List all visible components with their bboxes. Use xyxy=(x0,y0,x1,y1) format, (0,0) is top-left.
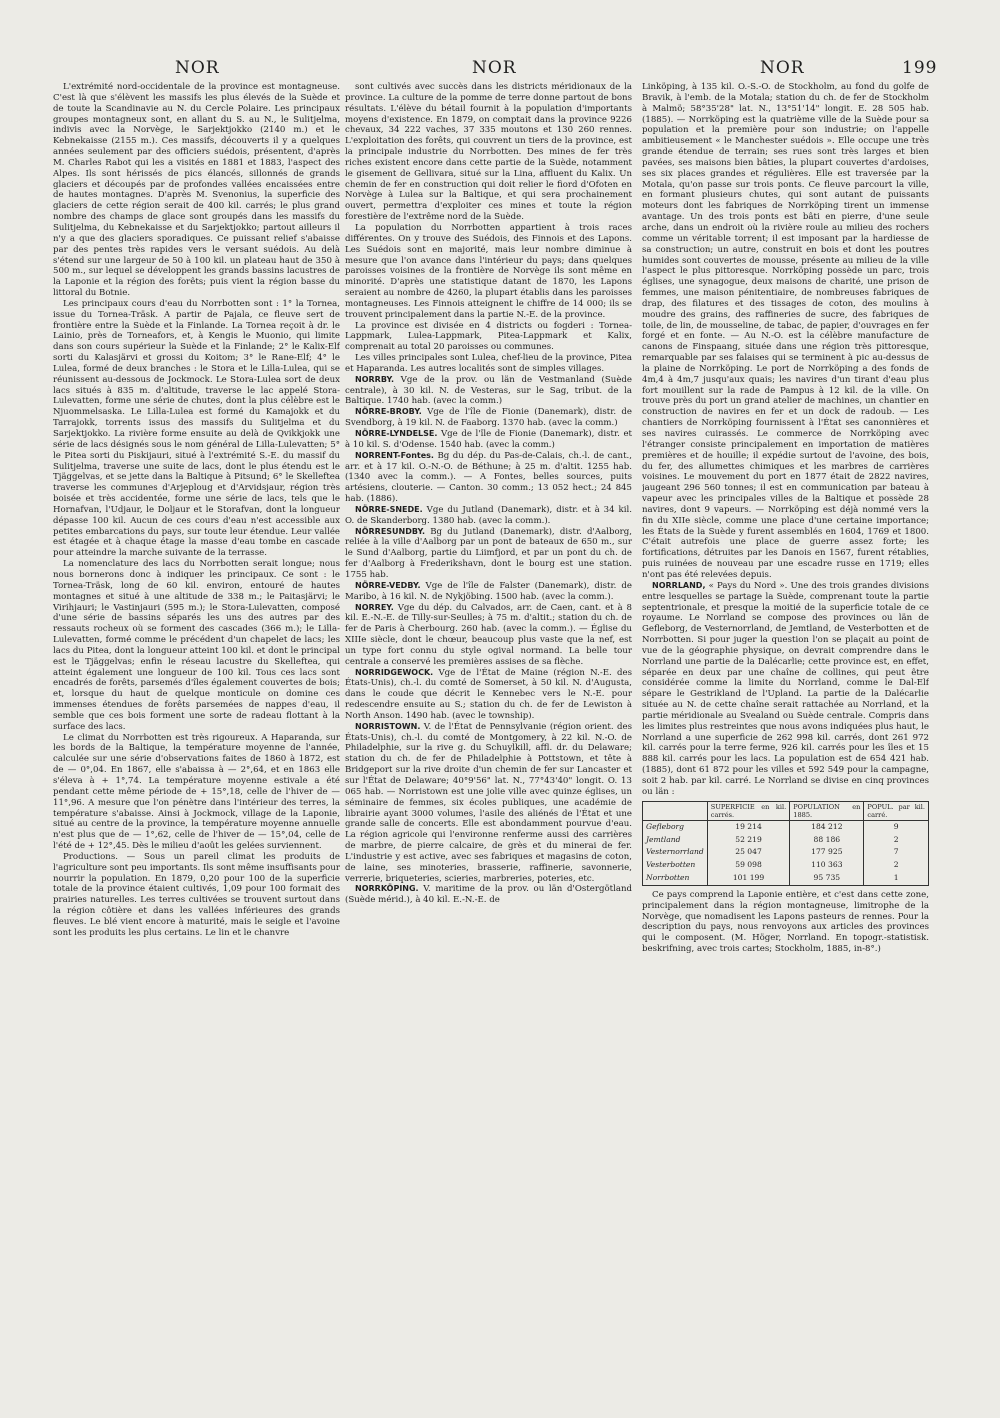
entry-headword: NÖRRE-BROBY. xyxy=(355,407,422,417)
table-cell: 95 735 xyxy=(790,872,864,885)
entry xyxy=(345,603,632,668)
table-cell: 110 363 xyxy=(790,859,864,872)
entry-headword: NORRBY. xyxy=(355,374,394,384)
table-cell: 52 219 xyxy=(707,834,789,847)
table-cell: 59 098 xyxy=(707,859,789,872)
entry xyxy=(345,884,632,906)
paragraph: L'extrémité nord-occidentale de la province est montagneuse. C'est là que s'élèvent les massifs les plus élevés de la Suède et de toute la Scandinavie au N. du Cercle Polaire. Les principaux groupes montagneux sont, en allant du S. au N., le Sulitjelma, indivis avec la Norvège, le Sarjektjokko (2140 m.) et le Kebnekaisse (2155 m.). Ces massifs, découverts il y a quelques années seulement par des officiers suédois, présentent, d'après M. Charles Rabot qui les a visités en 1881 et 1883, l'aspect des Alpes. Ils sont hérissés de pics élancés, sillonnés de grands glaciers et découpés par de profondes vallées encaissées entre de hautes montagnes. D'après M. Svenonius, la superficie des glaciers de cette région serait de 400 kil. carrés; le plus grand nombre des champs de glace sont groupés dans les massifs du Sulitjelma, du Kebnekaisse et du Sarjektjokko; partout ailleurs il n'y a que des glaciers sporadiques. Ce puissant relief s'abaisse par des pentes très rapides vers le versant suédois. Au delà s'étend sur une largeur de 50 à 100 kil. un plateau haut de 350 à 500 m., sur lequel se développent les grands bassins lacustres de la Laponie et la région des forêts; puis vient la région basse du littoral du Botnie. xyxy=(53,82,340,299)
table-row xyxy=(643,820,929,833)
table-cell: 2 xyxy=(864,859,929,872)
entry xyxy=(345,722,632,885)
entry-headword: NORRISTOWN. xyxy=(355,721,421,731)
table-cell: 184 212 xyxy=(790,820,864,833)
entry xyxy=(345,581,632,603)
entry xyxy=(345,375,632,408)
paragraph: Le climat du Norrbotten est très rigoureux. A Haparanda, sur les bords de la Baltique, la température moyenne de l'année, calculée sur une série d'observations faites de 1860 à 1872, est de — 0°,04. En 1867, elle s'abaissa à — 2°,64, et en 1863 elle s'éleva à + 1°,74. La température moyenne estivale a été pendant cette même période de + 15°,18, celle de l'hiver de — 11°,96. A mesure que l'on pénètre dans l'intérieur des terres, la température s'abaisse. Ainsi à Jockmock, village de la Laponie, situé au centre de la province, la température moyenne annuelle n'est plus que de — 1°,62, celle de l'hiver de — 15°,04, celle de l'été de + 12°,45. Dès le milieu d'août les gelées surviennent. xyxy=(53,732,340,852)
entry-text: Vge de l'État de Maine (région N.-E. des États-Unis), ch.-l. du comté de Somerset, à 50 kil. N. d'Augusta, dans le coude que décrit le Kennebec vers le N.-E. pour redescendre ensuite au S.; station du ch. de fer de Lewiston à North Anson. 1490 hab. (avec le township). xyxy=(345,667,632,721)
table-cell: 25 047 xyxy=(707,846,789,859)
entry-headword: NORRLAND, xyxy=(652,580,706,590)
table-row xyxy=(643,834,929,847)
entry xyxy=(345,429,632,451)
entry xyxy=(345,407,632,429)
entry xyxy=(345,505,632,527)
entry xyxy=(345,451,632,505)
table-cell: Vesterbotten xyxy=(643,859,708,872)
entry-headword: NORREY. xyxy=(355,602,394,612)
table-cell: 19 214 xyxy=(707,820,789,833)
paragraph: Productions. — Sous un pareil climat les produits de l'agriculture sont peu importants. Ils sont même insuffisants pour nourrir la population. En 1879, 0,20 pour 100 de la superficie totale de la province étaient cultivés, 1,09 pour 100 formait des prairies naturelles. Les terres cultivées se trouvent surtout dans la région côtière et dans les vallées inférieures des grands fleuves. Le blé vient encore à maturité, mais le seigle et l'avoine sont les produits les plus certains. Le lin et le chanvre xyxy=(53,851,340,938)
entry-text: Bg du Jutland (Danemark), distr. d'Aalborg, reliée à la ville d'Aalborg par un pont de bateaux de 650 m., sur le Sund d'Aalborg, partie du Liimfjord, et par un pont du ch. de fer d'Aalborg à Frederikshavn, dont le bourg est une station. 1755 hab. xyxy=(345,526,632,580)
entry-text: Vge de l'île de Falster (Danemark), distr. de Maribo, à 16 kil. N. de Nykjöbing. 1500 hab. (avec la comm.). xyxy=(345,580,632,602)
paragraph: Ce pays comprend la Laponie entière, et c'est dans cette zone, principalement dans la région montagneuse, limitrophe de la Norvège, que nomadisent les Lapons pasteurs de rennes. Pour la description du pays, nous renvoyons aux articles des provinces qui le composent. (M. Höger, Norrland. En topogr.-statistisk. beskrifning, avec trois cartes; Stockholm, 1885, in-8°.) xyxy=(642,889,929,955)
table-cell: Vesternorrland xyxy=(643,846,708,859)
provinces-table xyxy=(642,801,929,886)
table-header: POPULATION en 1885. xyxy=(790,801,864,820)
running-head-right: NOR xyxy=(760,58,805,78)
paragraph: Linköping, à 135 kil. O.-S.-O. de Stockholm, au fond du golfe de Bravik, à l'emb. de la Motala; station du ch. de fer de Stockholm à Malmö; 58°35'28" lat. N., 13°51'14" longit. E. 28 505 hab. (1885). — Norrköping est la quatrième ville de la Suède pour sa population et la première pour son industrie; on l'appelle ambitieusement « le Manchester suédois ». Elle occupe une très grande étendue de terrain; ses rues sont très larges et bien pavées, ses maisons bien bâties, la plupart couvertes d'ardoises, ses six places grandes et régulières. Elle est traversée par la Motala, qu'on passe sur trois ponts. Ce fleuve parcourt la ville, en formant plusieurs chutes, qui sont autant de puissants moteurs dont les fabriques de Norrköping tirent un immense avantage. Un des trois ponts est bâti en pierre, d'une seule arche, dans un endroit où la rivière roule au milieu des rochers comme un véritable torrent; il est imposant par la hardiesse de sa construction; un autre, construit en bois et dont les poutres humides sont couvertes de mousse, présente au milieu de la ville l'aspect le plus pittoresque. Norrköping possède un parc, trois églises, une synagogue, deux maisons de charité, une prison de femmes, une maison pénitentiaire, de nombreuses fabriques de drap, des filatures et des tissages de coton, des moulins à moudre des grains, des raffineries de sucre, des fabriques de toile, de lin, de mousseline, de tabac, de papier, d'ouvrages en fer forgé et en fonte. — Au N.-O. est la célèbre manufacture de canons de Finspaang, située dans une région très pittoresque, remarquable par ses falaises qui se terminent à pic au-dessus de la plaine de Norrköping. Le port de Norrköping a des fonds de 4m,4 à 4m,7 jusqu'aux quais; les navires d'un tirant d'eau plus fort mouillent sur la rade de Pampus à 12 kil. de la ville. On trouve près du port un grand atelier de machines, un chantier en construction de navires en fer et un dock de radoub. — Les chantiers de Norrköping fournissent à l'État ses canonnières et ses navires cuirassés. Le commerce de Norrköping avec l'étranger consiste principalement en importation de matières premières et de houille; il expédie surtout de l'avoine, des bois, du fer, des allumettes chimiques et les marbres de carrières voisines. Le mouvement du port en 1877 était de 2822 navires, jaugeant 296 560 tonnes; il est en communication par bateau à vapeur avec les principales villes de la Baltique et possède 28 navires, dont 9 vapeurs. — Norrköping est déjà nommé vers la fin du XIIe siècle, comme une place d'une certaine importance; les États de la Suède y furent assemblés en 1604, 1769 et 1800. C'était autrefois une place de guerre assez forte; les fortifications, détruites par les Danois en 1567, furent rétablies, puis ruinées de nouveau par une escadre russe en 1719; elles n'ont pas été relevées depuis. xyxy=(642,82,929,580)
entry xyxy=(345,527,632,581)
paragraph: La nomenclature des lacs du Norrbotten serait longue; nous nous bornerons donc à indiquer les principaux. Ce sont : le Tornea-Träsk, long de 60 kil. environ, entouré de hautes montagnes et situé à une altitude de 338 m.; le Paitasjärvi; le Virihjauri; le Vastinjauri (595 m.); le Stora-Lulevatten, composé d'une série de bassins séparés les uns des autres par des ressauts rocheux où se forment des cascades (366 m.); le Lilla-Lulevatten, formé comme le précédent d'un chapelet de lacs; les lacs du Pitea, dont la longueur atteint 100 kil. et dont le principal est le Tjäggelvas; enfin le réseau lacustre du Skelleftea, qui atteint également une longueur de 100 kil. Tous ces lacs sont encadrés de forêts, parsemés d'îles également couvertes de bois; et, lorsque du haut de quelque monticule on domine ces immenses étendues de forêts parsemées de nappes d'eau, il semble que ces bois forment une sorte de radeau flottant à la surface des lacs. xyxy=(53,559,340,732)
entry xyxy=(642,581,929,798)
column-right xyxy=(642,82,929,955)
table-cell: 9 xyxy=(864,820,929,833)
table-cell: Norrbotten xyxy=(643,872,708,885)
table-header-row xyxy=(643,801,929,820)
entry-headword: NÖRRE-SNEDE. xyxy=(355,504,423,514)
paragraph: La province est divisée en 4 districts ou fogderi : Tornea-Lappmark, Lulea-Lappmark, Pitea-Lappmark et Kalix, comprenait au total 20 paroisses ou communes. xyxy=(345,320,632,353)
entry-text: Vge de l'île de Fionie (Danemark), distr. de Svendborg, à 19 kil. N. de Faaborg. 1370 hab. (avec la comm.) xyxy=(345,407,632,429)
paragraph: La population du Norrbotten appartient à trois races différentes. On y trouve des Suédois, des Finnois et des Lapons. Les Suédois sont en majorité, mais leur nombre diminue à mesure que l'on avance dans l'intérieur du pays; dans quelques paroisses voisines de la frontière de Norvège ils sont même en minorité. D'après une statistique datant de 1870, les Lapons seraient au nombre de 4260, la plupart établis dans les paroisses montagneuses. Les Finnois atteignent le chiffre de 14 000; ils se trouvent principalement dans la partie N.-E. de la province. xyxy=(345,222,632,320)
table-cell: 2 xyxy=(864,834,929,847)
paragraph: sont cultivés avec succès dans les districts méridionaux de la province. La culture de la pomme de terre donne partout de bons résultats. L'élève du bétail fournit à la population d'importants moyens d'existence. En 1879, on comptait dans la province 9226 chevaux, 34 222 vaches, 37 335 moutons et 130 260 rennes. L'exploitation des forêts, qui couvrent un tiers de la province, est la principale industrie du Norrbotten. Des mines de fer très riches existent encore dans cette partie de la Suède, notamment le gisement de Gellivara, situé sur la Lina, affluent du Kalix. Un chemin de fer en construction qui doit relier le fiord d'Ofoten en Norvège à Lulea sur la Baltique, et qui sera prochainement ouvert, permettra d'exploiter ces mines et toute la région forestière de l'extrême nord de la Suède. xyxy=(345,82,632,223)
paragraph: Les villes principales sont Lulea, chef-lieu de la province, Pitea et Haparanda. Les autres localités sont de simples villages. xyxy=(345,353,632,374)
entry-text: Vge de la prov. ou län de Vestmanland (Suède centrale), à 30 kil. N. de Vesteras, sur le Sag, tribut. de la Baltique. 1740 hab. (avec la comm.) xyxy=(345,374,632,407)
entry-headword: NÖRRESUNDBY. xyxy=(355,526,426,536)
table-cell: 101 199 xyxy=(707,872,789,885)
entry-text: V. maritime de la prov. ou län d'Ostergötland (Suède mérid.), à 40 kil. E.-N.-E. de xyxy=(345,884,632,906)
paragraph: Les principaux cours d'eau du Norrbotten sont : 1° la Tornea, issue du Tornea-Träsk. A partir de Pajala, ce fleuve sert de frontière entre la Suède et la Finlande. La Tornea reçoit à dr. le Lainio, près de Torneafors, et, à Kengis le Muonio, qui limite dans son cours supérieur la Suède et la Finlande; 2° le Kalix-Elf sorti du Kalasjärvi et grossi du Koitom; 3° le Rane-Elf; 4° le Lulea, formé de deux branches : le Stora et le Lilla-Lulea, qui se réunissent au-dessous de Jockmock. Le Stora-Lulea sort de deux lacs situés à 835 m. d'altitude, traverse le lac appelé Stora-Lulevatten, forme une série de chutes, dont la plus célèbre est le Njuommelsaska. Le Lilla-Lulea est formé du Kamajokk et du Tarrajokk, torrents issus des massifs du Sulitjelma et du Sarjektjokko. La rivière forme ensuite au delà de Qvikkjokk une série de lacs désignés sous le nom général de Lilla-Lulevatten; 5° le Pitea sorti du Piskijauri, situé à l'extrémité S.-E. du massif du Sulitjelma, traverse une suite de lacs, dont le plus étendu est le Tjäggelvas, et se jette dans la Baltique à Pitsund; 6° le Skelleftea traverse les communes d'Arjeploug et d'Arvidsjaur, région très boisée et très accidentée, forme une série de lacs, tels que le Hornafvan, l'Udjaur, le Doljaur et le Storafvan, dont la longueur dépasse 100 kil. Aucun de ces cours d'eau n'est accessible aux petites embarcations du pays, sur toute leur étendue. Leur vallée est étagée et à chaque étage la masse d'eau tombe en cascade pour atteindre la marche suivante de la terrasse. xyxy=(53,298,340,559)
table-row xyxy=(643,872,929,885)
table-header: SUPERFICIE en kil. carrés. xyxy=(707,801,789,820)
table-cell: 1 xyxy=(864,872,929,885)
entry-headword: NORRIDGEWOCK. xyxy=(355,667,434,677)
table-row xyxy=(643,859,929,872)
table-cell: 88 186 xyxy=(790,834,864,847)
entry-text: Vge du dép. du Calvados, arr. de Caen, cant. et à 8 kil. E.-N.-E. de Tilly-sur-Seulles; à 75 m. d'altit.; station du ch. de fer de Paris à Cherbourg. 260 hab. (avec la comm.). — Église du XIIIe siècle, dont le chœur, beaucoup plus vaste que la nef, est un type fort connu du style ogival normand. La belle tour centrale a conservé les premières assises de sa flèche. xyxy=(345,602,632,667)
table-cell: Gefleborg xyxy=(643,820,708,833)
table-cell: 7 xyxy=(864,846,929,859)
entry-headword: NORRENT-Fontes. xyxy=(355,450,434,460)
table-header: POPUL. par kil. carré. xyxy=(864,801,929,820)
table-row xyxy=(643,846,929,859)
running-head-left: NOR xyxy=(175,58,220,78)
page-number: 199 xyxy=(902,58,938,78)
table-cell: Jemtland xyxy=(643,834,708,847)
entry-text: Vge du Jutland (Danemark), distr. et à 34 kil. O. de Skanderborg. 1380 hab. (avec la comm.). xyxy=(345,504,632,526)
column-left xyxy=(53,82,340,939)
entry-text: Bg du dép. du Pas-de-Calais, ch.-l. de cant., arr. et à 17 kil. O.-N.-O. de Béthune; à 25 m. d'altit. 1255 hab. (1340 avec la comm.). — A Fontes, belles sources, puits artésiens, clouterie. — Canton. 30 comm.; 13 052 hect.; 24 845 hab. (1886). xyxy=(345,450,632,505)
entry-headword: NÖRRE-VEDBY. xyxy=(355,580,421,590)
column-middle xyxy=(345,82,632,906)
table-header xyxy=(643,801,708,820)
entry-headword: NÖRRE-LYNDELSE. xyxy=(355,429,438,438)
running-head-center: NOR xyxy=(472,58,517,78)
entry-headword: NORRKÖPING. xyxy=(355,884,419,894)
entry-text: V. de l'État de Pennsylvanie (région orient. des États-Unis), ch.-l. du comté de Montgomery, à 22 kil. N.-O. de Philadelphie, sur la rive g. du Schuylkill, affl. dr. du Delaware; station du ch. de fer de Philadelphie à Pottstown, et tête à Bridgeport sur la rive droite d'un chemin de fer sur Lancaster et sur l'État de Delaware; 40°9'56" lat. N., 77°43'40" longit. O. 13 065 hab. — Norristown est une jolie ville avec quinze églises, un séminaire de femmes, six écoles publiques, une académie de librairie ayant 3000 volumes, l'asile des aliénés de l'État et une grande salle de concerts. Elle est abondamment pourvue d'eau. La région agricole qui l'environne renferme aussi des carrières de marbre, de pierre calcaire, de grès et du minerai de fer. L'industrie y est active, avec ses fabriques et magasins de coton, de laine, ses minoteries, brasserie, raffinerie, savonnerie, verrerie, briqueteries, scieries, marbreries, poteries, etc. xyxy=(345,721,632,884)
table-cell: 177 925 xyxy=(790,846,864,859)
entry-text: « Pays du Nord ». Une des trois grandes divisions entre lesquelles se partage la Suède, comprenant toute la partie septentrionale, et presque la moitié de la superficie totale de ce royaume. Le Norrland se compose des provinces ou län de Gefleborg, de Vesternorrland, de Jemtland, de Vesterbotten et de Norrbotten. Si pour juger la question l'on se plaçait au point de vue de la géographie physique, on devrait comprendre dans le Norrland une partie de la Dalécarlie; cette province est, en effet, séparée en deux par une chaîne de collines, qui peut être considérée comme la limite du Norrland, comme le Dal-Elf sépare le Gestrikland de l'Upland. La partie de la Dalécarlie située au N. de cette chaîne serait rattachée au Norrland, et la partie méridionale au Svealand ou Suède centrale. Compris dans les limites plus restreintes que nous avons indiquées plus haut, le Norrland a une superficie de 262 998 kil. carrés, dont 261 972 kil. carrés pour la terre ferme, 926 kil. carrés pour les îles et 15 888 kil. carrés pour les lacs. La population est de 654 421 hab. (1885), dont 61 872 pour les villes et 592 549 pour la campagne, soit 2 hab. par kil. carré. Le Norrland se divise en cinq provinces ou län : xyxy=(642,580,929,797)
entry-text: Vge de l'île de Fionie (Danemark), distr. et à 10 kil. S. d'Odense. 1540 hab. (avec la comm.) xyxy=(345,429,632,450)
entry xyxy=(345,668,632,722)
